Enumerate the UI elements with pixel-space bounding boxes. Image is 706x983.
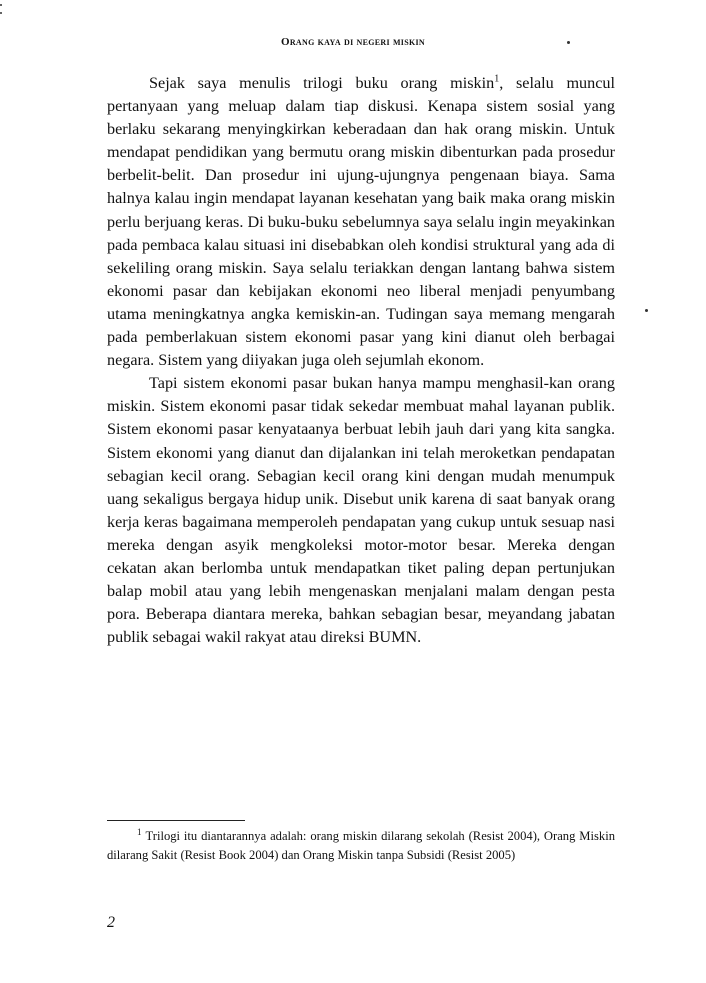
body-text [107, 72, 615, 649]
running-head: Orang kaya di negeri miskin [281, 36, 425, 48]
scan-speck [0, 12, 2, 14]
footnote-paragraph [107, 827, 615, 865]
paragraph-2: Tapi sistem ekonomi pasar bukan hanya mampu menghasil-kan orang miskin. Sistem ekonomi pasar tidak sekedar membuat mahal layanan publik. Sistem ekonomi pasar kenyataanya berbuat lebih jauh dari yang kita sangka. Sistem ekonomi yang dianut dan dijalankan ini telah meroketkan pendapatan sebagian kecil orang. Sebagian kecil orang kini dengan mudah menumpuk uang sekaligus bergaya hidup unik. Disebut unik karena di saat banyak orang kerja keras bagaimana memperoleh pendapatan yang cukup untuk sesuap nasi mereka dengan asyik mengkoleksi motor-motor besar. Mereka dengan cekatan akan berlomba untuk mendapatkan tiket paling depan pertunjukan balap mobil atau yang lebih mengenaskan menjalani malam dengan pesta pora. Beberapa diantara mereka, bahkan sebagian besar, meyandang jabatan publik sebagai wakil rakyat atau direksi BUMN. [107, 374, 615, 647]
paragraph-1-text-start: Sejak saya menulis trilogi buku orang miskin [149, 74, 495, 92]
footnote-reference: 1 [494, 73, 500, 85]
scan-speck [645, 309, 648, 312]
footnote-divider [107, 820, 245, 821]
scan-speck [567, 41, 570, 44]
paragraph-1-text-end: , selalu muncul pertanyaan yang meluap dalam tiap diskusi. Kenapa sistem sosial yang berlaku sekarang menyingkirkan keberadaan dan hak orang miskin. Untuk mendapat pendidikan yang bermutu orang miskin dibenturkan pada prosedur berbelit-belit. Dan prosedur ini ujung-ujungnya pengenaan biaya. Sama halnya kalau ingin mendapat layanan kesehatan yang baik maka orang miskin perlu berjuang keras. Di buku-buku sebelumnya saya selalu ingin meyakinkan pada pembaca kalau situasi ini disebabkan oleh kondisi struktural yang ada di sekeliling orang miskin. Saya selalu teriakkan dengan lantang bahwa sistem ekonomi pasar dan kebijakan ekonomi neo liberal menjadi penyumbang utama meningkatnya angka kemiskin-an. Tudingan saya memang mengarah pada pemberlakuan sistem ekonomi pasar yang kini dianut oleh berbagai negara. Sistem yang diiyakan juga oleh sejumlah ekonom. [107, 74, 616, 370]
page-number: 2 [107, 914, 115, 931]
scan-speck [0, 4, 2, 6]
footnote-mark: 1 [137, 826, 142, 837]
footnote-text: Trilogi itu diantarannya adalah: orang miskin dilarang sekolah (Resist 2004), Orang Miskin dilarang Sakit (Resist Book 2004) dan Orang Miskin tanpa Subsidi (Resist 2005) [107, 829, 615, 862]
footnote [107, 827, 615, 865]
paragraph-1 [107, 72, 615, 372]
